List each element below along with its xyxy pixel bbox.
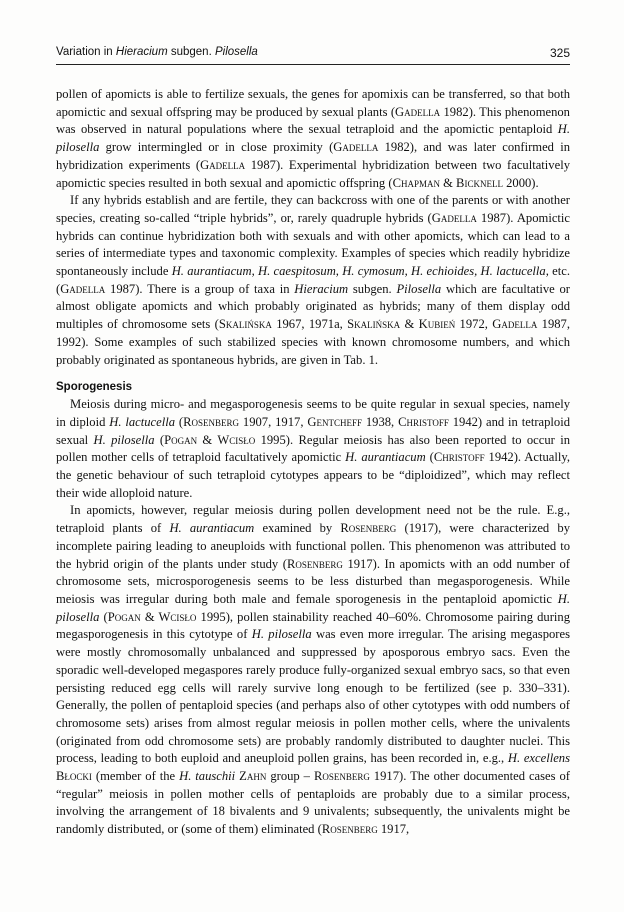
taxon-name: H. aurantiacum, H. caespitosum, H. cymosum, H. echioides, H. lactucella, xyxy=(171,264,549,279)
author-citation: Christoff xyxy=(398,414,449,429)
running-title-prefix: Variation in xyxy=(56,46,116,58)
taxon-name: H. aurantiacum xyxy=(169,521,255,536)
text: 1917, xyxy=(377,822,410,837)
running-title xyxy=(56,46,258,58)
text: 1982). This phenomenon was observed in natural populations where the sexual tetraploid and the apomictic pentaploid xyxy=(56,104,570,137)
text: 2000). xyxy=(502,175,539,190)
text: 1942). Actually, the genetic behaviour of such tetraploid cytotypes appears to be “diploidized”, which may reflect their wide alloploid nature. xyxy=(56,450,570,500)
body-text xyxy=(56,86,570,839)
author-citation: Gadella xyxy=(200,157,246,172)
paragraph-3 xyxy=(56,396,570,502)
text: 1938, xyxy=(361,414,399,429)
text: subgen. xyxy=(348,281,397,296)
author-citation: Zahn xyxy=(239,769,267,784)
text: 1987). Experimental hybridization between two facultatively apomictic species resulted in both sexual and apomictic offspring ( xyxy=(56,157,570,190)
author-citation: Gadella xyxy=(333,140,379,155)
text: examined by xyxy=(254,521,341,536)
text: Meiosis during micro- and megasporogenesis seems to be quite regular in sexual species, namely in diploid xyxy=(56,397,570,429)
text: 1995). Regular meiosis has also been reported to occur in pollen mother cells of tetraploid facultatively apomictic xyxy=(56,432,570,465)
author-citation: Pogan & Wcisło xyxy=(164,432,256,447)
text: 1987, 1992). Some examples of such stabilized species with known chromosome numbers, and which probably originated as spontaneous hybrids, are given in Tab. 1. xyxy=(56,317,570,367)
author-citation: Chapman & Bicknell xyxy=(392,175,503,190)
text: 1987). Apomictic hybrids can continue hybridization both with sexuals and with other apomicts, which can lead to a series of intermediate types and taxonomic complexity. Examples of species which readily hybridize spontaneously include xyxy=(56,210,570,279)
running-title-subgenus: Pilosella xyxy=(214,46,258,58)
author-citation: Gadella xyxy=(395,104,441,119)
running-title-genus: Hieracium xyxy=(115,46,168,58)
author-citation: Rosenberg xyxy=(313,769,370,784)
author-citation: Pogan & Wcisło xyxy=(107,609,197,624)
paragraph-1 xyxy=(56,86,570,192)
text: 1917). In apomicts with an odd number of chromosome sets, microsporogenesis seems to be less disturbed than megasporogenesis. While meiosis was irregular during both male and female sporogenesis in the pentaploid apomictic xyxy=(56,556,570,606)
text: 1995), pollen stainability reached 40–60%. Chromosome pairing during megasporogenesis in this cytotype of xyxy=(56,609,570,642)
text: 1982), and was later confirmed in hybridization experiments ( xyxy=(56,140,571,172)
text: 1907, 1917, xyxy=(239,414,308,429)
text: pollen of apomicts is able to fertilize sexuals, the genes for apomixis can be transferred, so that both apomictic and sexual offspring may be produced by sexual plants ( xyxy=(56,87,570,119)
header-rule xyxy=(56,64,570,65)
text: 1987). There is a group of taxa in xyxy=(105,281,295,296)
author-citation: Błocki xyxy=(56,769,92,784)
author-citation: Gentcheff xyxy=(307,414,362,429)
text: 1967, 1971a, xyxy=(271,317,348,332)
author-citation: Rosenberg xyxy=(340,521,397,536)
text: was even more irregular. The arising megaspores were mostly chromosomally unbalanced and suppressed by aposporous embryo sacs. Even the sporadic well-developed megaspores rarely produce fully-organized sexual embryo sacs, so that even persisting reduced egg cells will rarely survive long enough to be fertilized (see p. 330–331). Generally, the pollen of pentaploid species (and perhaps also of other cytotypes with odd numbers of chromosome sets) arises from almost regular meiosis in pollen mother cells, where the univalents (originated from odd chromosome sets) are probably randomly distributed to daughter nuclei. This process, leading to both euploid and aneuploid pollen grains, has been recorded in, e.g., xyxy=(56,627,570,766)
text: ( xyxy=(154,432,165,447)
section-heading: Sporogenesis xyxy=(56,381,133,394)
paragraph-2 xyxy=(56,192,570,369)
text: (member of the xyxy=(91,769,180,784)
taxon-name: H. pilosella xyxy=(93,432,155,447)
text: grow intermingled or in close proximity ( xyxy=(99,140,334,155)
taxon-name: H. pilosella xyxy=(251,627,312,642)
taxon-name: H. excellens xyxy=(507,751,570,766)
text: ( xyxy=(175,414,184,429)
author-citation: Rosenberg xyxy=(321,822,378,837)
author-citation: Rosenberg xyxy=(183,414,240,429)
text: 1942) and in tetraploid sexual xyxy=(56,414,570,447)
paragraph-4 xyxy=(56,502,570,838)
page-number: 325 xyxy=(549,46,570,60)
taxon-name: H. pilosella xyxy=(56,591,570,624)
text: etc. ( xyxy=(56,264,570,296)
taxon-name: H. lactucella xyxy=(109,414,176,429)
taxon-name: Hieracium xyxy=(294,281,349,296)
author-citation: Christoff xyxy=(433,450,485,465)
text: 1917). The other documented cases of “regular” meiosis in pollen mother cells of pentaploids are probably due to a similar process, involving the arrangement of 18 bivalents and 9 univalents; subsequently, the univalents might be randomly distributed, or (some of them) eliminated ( xyxy=(56,769,570,837)
text: which are facultative or almost obligate apomicts and which probably originated as hybrids; many of them display odd multiples of chromosome sets ( xyxy=(56,281,570,332)
author-citation: Gadella xyxy=(431,210,477,225)
author-citation: Rosenberg xyxy=(286,556,343,571)
author-citation: Gadella xyxy=(60,281,106,296)
text: (1917), were characterized by incomplete pairing leading to aneuploids with functional pollen. This phenomenon was attributed to the hybrid origin of the plants under study ( xyxy=(56,521,570,571)
text: 1972, xyxy=(455,317,493,332)
text: ( xyxy=(99,609,108,624)
author-citation: Skalińska & Kubień xyxy=(347,317,456,332)
taxon-name: H. pilosella xyxy=(56,122,570,155)
taxon-name: Pilosella xyxy=(396,281,442,296)
author-citation: Skalińska xyxy=(218,317,272,332)
text: If any hybrids establish and are fertile, they can backcross with one of the parents or with another species, creating so-called “triple hybrids”, or, rarely quadruple hybrids ( xyxy=(56,193,570,225)
taxon-name: H. aurantiacum xyxy=(345,450,426,465)
text: ( xyxy=(425,450,434,465)
text: group – xyxy=(266,769,314,784)
text: In apomicts, however, regular meiosis during pollen development need not be the rule. E.g., tetraploid plants of xyxy=(56,503,570,536)
running-header xyxy=(56,44,570,64)
taxon-name: H. tauschii xyxy=(179,769,236,784)
running-title-suffix: subgen. xyxy=(167,46,215,58)
author-citation: Gadella xyxy=(492,317,538,332)
